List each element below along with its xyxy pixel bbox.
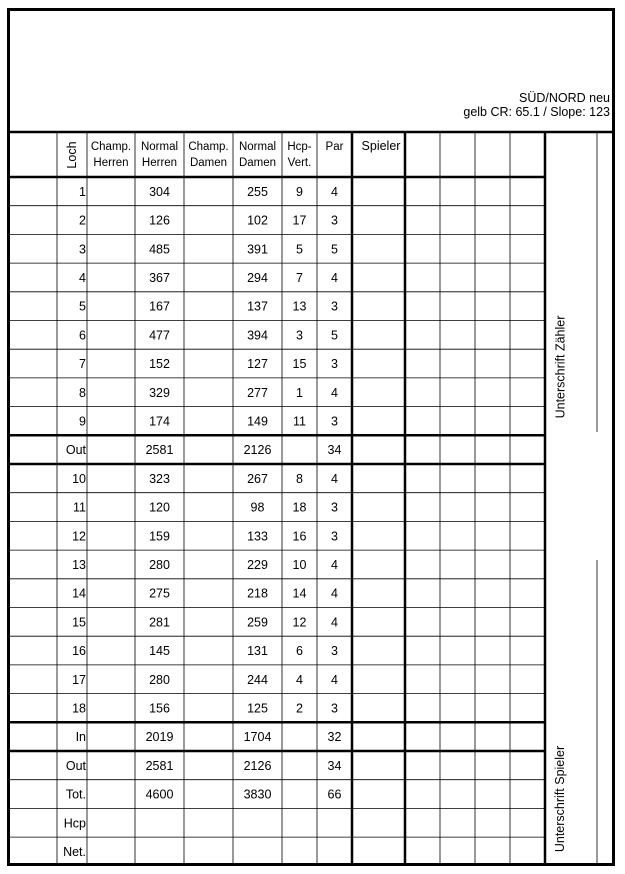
- hcp-value: 3: [296, 328, 303, 343]
- normal-damen-value: 394: [247, 328, 268, 343]
- hole-number: 6: [79, 328, 86, 343]
- header-champ-damen-line2: Damen: [189, 157, 228, 169]
- par-value: 3: [331, 701, 338, 716]
- hole-number: 1: [79, 184, 86, 199]
- normal-damen-value: 137: [247, 299, 268, 314]
- header-hcp-vert-line1: Hcp-: [287, 141, 312, 153]
- par-value: 4: [331, 557, 338, 572]
- total-normal-herren: 2019: [145, 730, 174, 745]
- par-value: 5: [331, 328, 338, 343]
- total-par: 34: [327, 758, 342, 773]
- hcp-value: 13: [292, 299, 307, 314]
- hcp-value: 9: [296, 184, 303, 199]
- normal-herren-value: 275: [149, 586, 170, 601]
- total-label: Hcp: [63, 816, 86, 831]
- hcp-value: 15: [292, 357, 307, 372]
- header-normal-herren-line2: Herren: [141, 157, 178, 169]
- normal-herren-value: 281: [149, 615, 170, 630]
- par-value: 3: [331, 644, 338, 659]
- par-value: 4: [331, 385, 338, 400]
- hole-number: 18: [72, 701, 86, 716]
- normal-damen-value: 98: [250, 500, 265, 515]
- normal-damen-value: 102: [247, 213, 268, 228]
- normal-damen-value: 125: [247, 701, 268, 716]
- header-normal-herren-line1: Normal: [140, 141, 179, 153]
- par-value: 4: [331, 471, 338, 486]
- total-par: 66: [327, 787, 342, 802]
- normal-herren-value: 367: [149, 270, 170, 285]
- normal-herren-value: 477: [149, 328, 170, 343]
- normal-damen-value: 267: [247, 471, 268, 486]
- normal-damen-value: 127: [247, 357, 268, 372]
- header-spieler: Spieler: [361, 139, 401, 153]
- header-hcp-vert-line2: Vert.: [287, 157, 312, 169]
- par-value: 3: [331, 299, 338, 314]
- total-label: In: [75, 730, 86, 745]
- header-normal-damen-line1: Normal: [238, 141, 277, 153]
- normal-herren-value: 145: [149, 644, 170, 659]
- normal-herren-value: 280: [149, 672, 170, 687]
- normal-herren-value: 159: [149, 529, 170, 544]
- total-normal-herren: 2581: [145, 758, 174, 773]
- hole-number: 15: [72, 615, 86, 630]
- course-rating: gelb CR: 65.1 / Slope: 123: [463, 105, 610, 119]
- course-name: SÜD/NORD neu: [519, 91, 610, 105]
- hole-number: 8: [79, 385, 86, 400]
- normal-damen-value: 133: [247, 529, 268, 544]
- par-value: 4: [331, 270, 338, 285]
- normal-herren-value: 152: [149, 357, 170, 372]
- normal-damen-value: 229: [247, 557, 268, 572]
- par-value: 3: [331, 529, 338, 544]
- hcp-value: 6: [296, 644, 303, 659]
- normal-damen-value: 259: [247, 615, 268, 630]
- hole-number: 2: [79, 213, 86, 228]
- header-normal-damen-line2: Damen: [238, 157, 277, 169]
- hcp-value: 7: [296, 270, 303, 285]
- header-loch: Loch: [65, 141, 79, 169]
- header-champ-herren-line1: Champ.: [90, 141, 132, 153]
- signature-counter-label: Unterschrift Zähler: [552, 315, 567, 419]
- signature-player-label: Unterschrift Spieler: [553, 745, 568, 853]
- hole-number: 3: [79, 242, 86, 257]
- out-label: Out: [65, 443, 86, 458]
- normal-damen-value: 277: [247, 385, 268, 400]
- par-value: 4: [331, 184, 338, 199]
- hcp-value: 8: [296, 471, 303, 486]
- hole-number: 17: [72, 672, 86, 687]
- hole-number: 12: [72, 529, 86, 544]
- par-value: 4: [331, 615, 338, 630]
- par-value: 5: [331, 242, 338, 257]
- hole-number: 10: [72, 471, 86, 486]
- total-normal-herren: 4600: [145, 787, 174, 802]
- header-champ-damen-line1: Champ.: [188, 141, 229, 153]
- total-label: Out: [65, 758, 86, 773]
- hole-number: 13: [72, 557, 86, 572]
- normal-damen-value: 391: [247, 242, 268, 257]
- hcp-value: 1: [296, 385, 303, 400]
- hole-number: 7: [79, 357, 86, 372]
- par-value: 3: [331, 357, 338, 372]
- out-par: 34: [327, 443, 342, 458]
- out-normal-damen: 2126: [243, 443, 272, 458]
- par-value: 3: [331, 213, 338, 228]
- normal-damen-value: 294: [247, 270, 268, 285]
- hole-number: 16: [72, 644, 86, 659]
- hcp-value: 18: [292, 500, 307, 515]
- hole-number: 14: [72, 586, 86, 601]
- header-champ-herren-line2: Herren: [93, 157, 129, 169]
- total-normal-damen: 3830: [243, 787, 272, 802]
- hcp-value: 14: [292, 586, 307, 601]
- normal-herren-value: 304: [149, 184, 170, 199]
- normal-herren-value: 485: [149, 242, 170, 257]
- normal-damen-value: 255: [247, 184, 268, 199]
- normal-herren-value: 174: [149, 414, 170, 429]
- hcp-value: 5: [296, 242, 303, 257]
- hole-number: 4: [79, 270, 86, 285]
- total-label: Net.: [63, 844, 86, 859]
- hcp-value: 4: [296, 672, 303, 687]
- header-par: Par: [325, 141, 344, 153]
- normal-herren-value: 126: [149, 213, 170, 228]
- out-normal-herren: 2581: [145, 443, 174, 458]
- par-value: 3: [331, 414, 338, 429]
- hcp-value: 11: [293, 414, 306, 429]
- normal-herren-value: 167: [149, 299, 170, 314]
- normal-damen-value: 131: [247, 644, 268, 659]
- normal-herren-value: 280: [149, 557, 170, 572]
- normal-herren-value: 156: [149, 701, 170, 716]
- total-label: Tot.: [65, 787, 86, 802]
- normal-herren-value: 329: [149, 385, 170, 400]
- hcp-value: 2: [296, 701, 303, 716]
- normal-herren-value: 120: [149, 500, 170, 515]
- total-normal-damen: 1704: [243, 730, 272, 745]
- hole-number: 9: [79, 414, 86, 429]
- hole-number: 11: [73, 500, 86, 515]
- hole-number: 5: [79, 299, 86, 314]
- hcp-value: 17: [292, 213, 307, 228]
- normal-damen-value: 244: [247, 672, 268, 687]
- normal-herren-value: 323: [149, 471, 170, 486]
- hcp-value: 12: [292, 615, 307, 630]
- hcp-value: 10: [292, 557, 307, 572]
- normal-damen-value: 218: [247, 586, 268, 601]
- par-value: 3: [331, 500, 338, 515]
- par-value: 4: [331, 672, 338, 687]
- hcp-value: 16: [292, 529, 307, 544]
- total-normal-damen: 2126: [243, 758, 272, 773]
- total-par: 32: [327, 730, 342, 745]
- normal-damen-value: 149: [247, 414, 268, 429]
- par-value: 4: [331, 586, 338, 601]
